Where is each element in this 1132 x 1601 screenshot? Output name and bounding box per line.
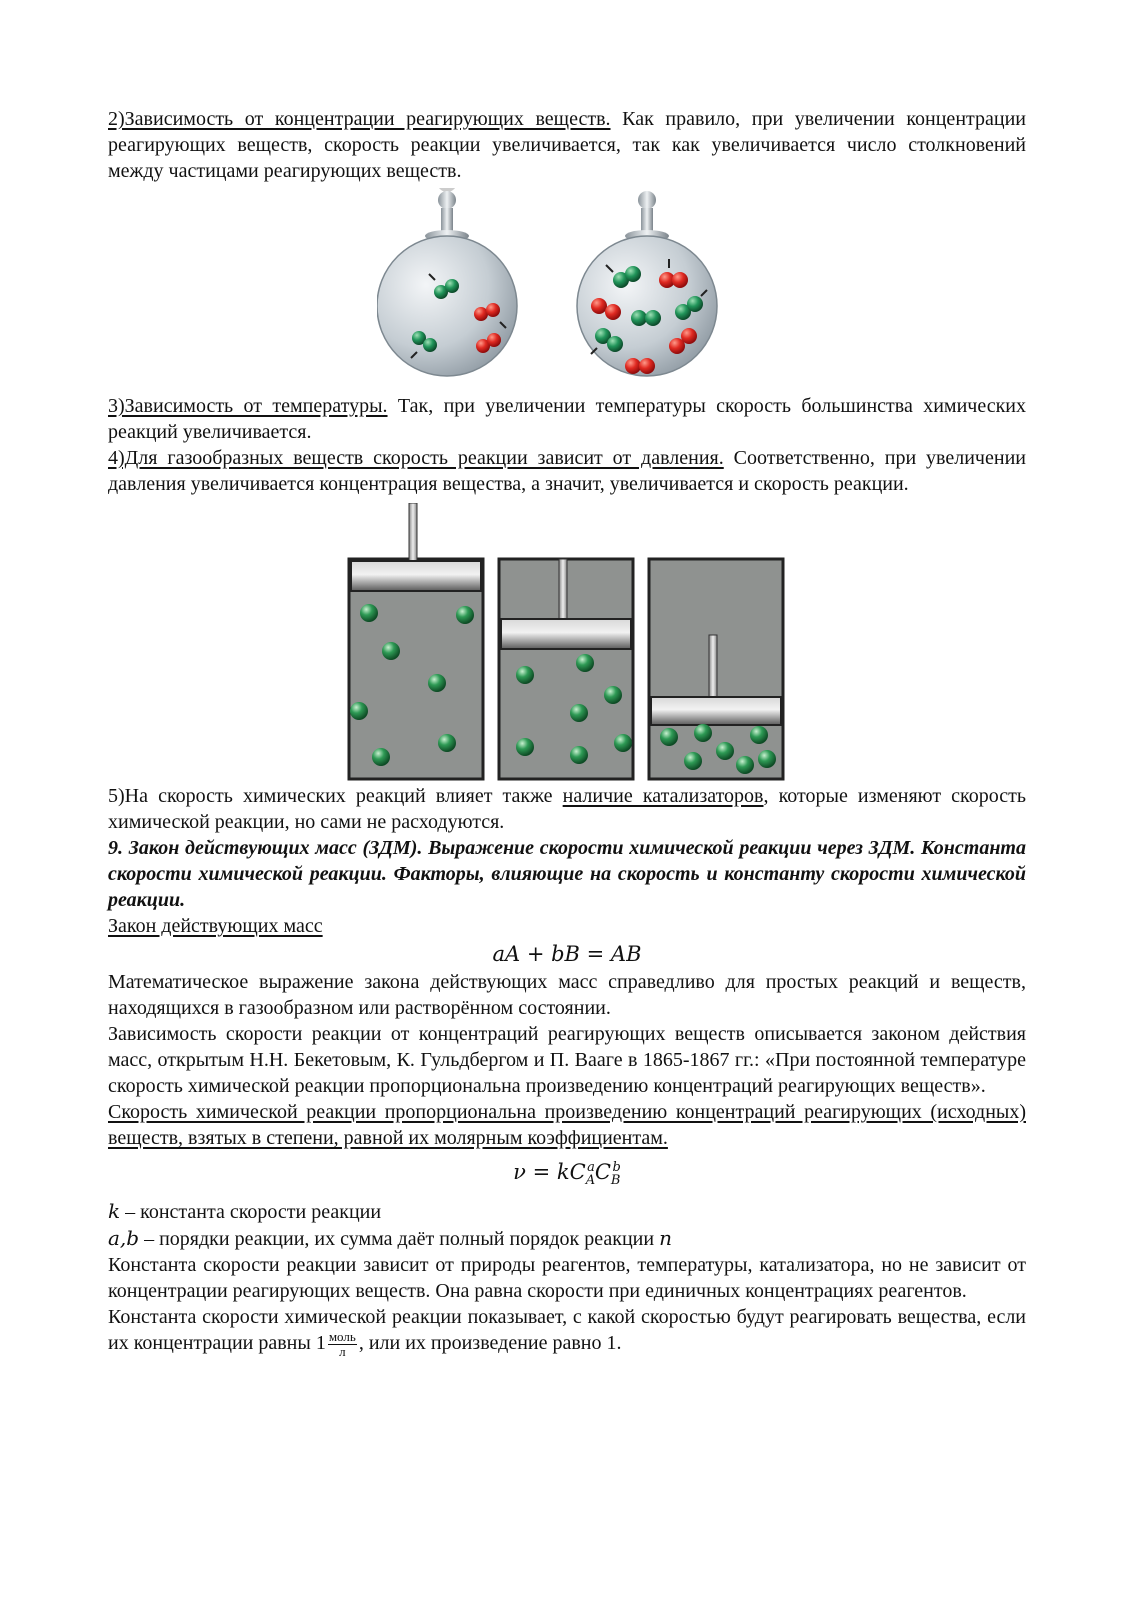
low-concentration-flask: [377, 188, 517, 376]
concentration-heading: 2)Зависимость от концентрации реагирующих веществ.: [108, 108, 611, 130]
document-page: [108, 106, 1026, 1359]
catalysts-text-start: 5)На скорость химических реакций влияет также: [108, 785, 563, 807]
temperature-heading: 3)Зависимость от температуры.: [108, 395, 388, 417]
definition-k: [108, 1198, 1026, 1225]
high-concentration-flask: [577, 191, 717, 376]
pressure-heading: 4)Для газообразных веществ скорость реакции зависит от давления.: [108, 447, 724, 469]
symbol-k: k: [108, 1199, 121, 1224]
paragraph-rate-law-statement: [108, 1099, 1026, 1151]
rate-law-sub-b: B: [610, 1173, 621, 1189]
pressure-text: Соответственно, при увеличении давления увеличивается концентрация вещества, а значит, увеличивается и скорость реакции.: [108, 447, 1026, 495]
fraction-denominator: л: [339, 1344, 346, 1360]
rate-law-sup-a: a: [587, 1160, 595, 1175]
pistons-figure: [347, 503, 787, 781]
definition-ab-text: – порядки реакции, их сумма даёт полный порядок реакции: [139, 1228, 660, 1251]
paragraph-catalysts: [108, 783, 1026, 835]
flasks-figure: [377, 188, 757, 393]
rate-law-sub-a: A: [585, 1173, 596, 1189]
temperature-text: Так, при увеличении температуры скорость большинства химических реакций увеличивается.: [108, 395, 1026, 443]
paragraph-pressure: [108, 445, 1026, 497]
law-title: Закон действующих масс: [108, 915, 323, 937]
definition-k-text: – константа скорости реакции: [120, 1201, 382, 1224]
constant-meaning-start: Константа скорости химической реакции показывает, с какой скоростью будут реагировать вещества, если их концентрации равны 1: [108, 1306, 1026, 1355]
paragraph-constant: Константа скорости реакции зависит от природы реагентов, температуры, катализатора, но не зависит от концентрации реагирующих веществ. Она равна скорости при единичных концентрациях реагентов.: [108, 1254, 1026, 1303]
concentration-text: Как правило, при увеличении концентрации реагирующих веществ, скорость реакции увеличивается, так как увеличивается число столкновений между частицами реагирующих веществ.: [108, 108, 1026, 182]
cylinder-medium-pressure: [499, 559, 633, 779]
catalysts-underlined: наличие катализаторов: [562, 785, 764, 807]
paragraph-history: Зависимость скорости реакции от концентраций реагирующих веществ описывается законом действия масс, открытым Н.Н. Бекетовым, К. Гульдбергом и П. Вааге в 1865-1867 гг.: «При постоянной температуре скорость химической реакции пропорциональна произведению концентраций реагирующих веществ».: [108, 1023, 1026, 1097]
definition-ab: [108, 1225, 1026, 1252]
constant-meaning-end: , или их произведение равно 1.: [358, 1332, 622, 1355]
unit-fraction: [328, 1330, 357, 1359]
law-title-line: [108, 913, 1026, 939]
rate-law-c: C: [594, 1160, 611, 1184]
section-heading-9: 9. Закон действующих масс (ЗДМ). Выражение скорости химической реакции через ЗДМ. Константа скорости химической реакции. Факторы, влияющие на скорость и константу скорости химической реакции.: [108, 837, 1026, 911]
paragraph-math-expression: Математическое выражение закона действующих масс справедливо для простых реакций и веществ, находящихся в газообразном или растворённом состоянии.: [108, 971, 1026, 1019]
symbol-ab: a,b: [108, 1226, 140, 1251]
cylinder-high-pressure: [649, 559, 783, 779]
rate-law-sup-b: b: [612, 1160, 621, 1175]
equation-rate-law: [108, 1151, 1026, 1198]
cylinder-low-pressure: [349, 503, 483, 779]
rate-law-statement: Скорость химической реакции пропорциональна произведению концентраций реагирующих (исходных) веществ, взятых в степени, равной их молярным коэффициентам.: [108, 1101, 1026, 1149]
symbol-n: n: [659, 1226, 672, 1251]
paragraph-constant-meaning: [108, 1304, 1026, 1359]
paragraph-temperature: [108, 393, 1026, 445]
equation-reaction: aA + bB = AB: [492, 942, 642, 966]
paragraph-concentration: [108, 106, 1026, 184]
fraction-numerator: моль: [328, 1329, 356, 1345]
catalysts-text-end: , которые изменяют скорость химической реакции, но сами не расходуются.: [108, 785, 1026, 833]
rate-law-lhs: ν = kC: [513, 1160, 586, 1184]
